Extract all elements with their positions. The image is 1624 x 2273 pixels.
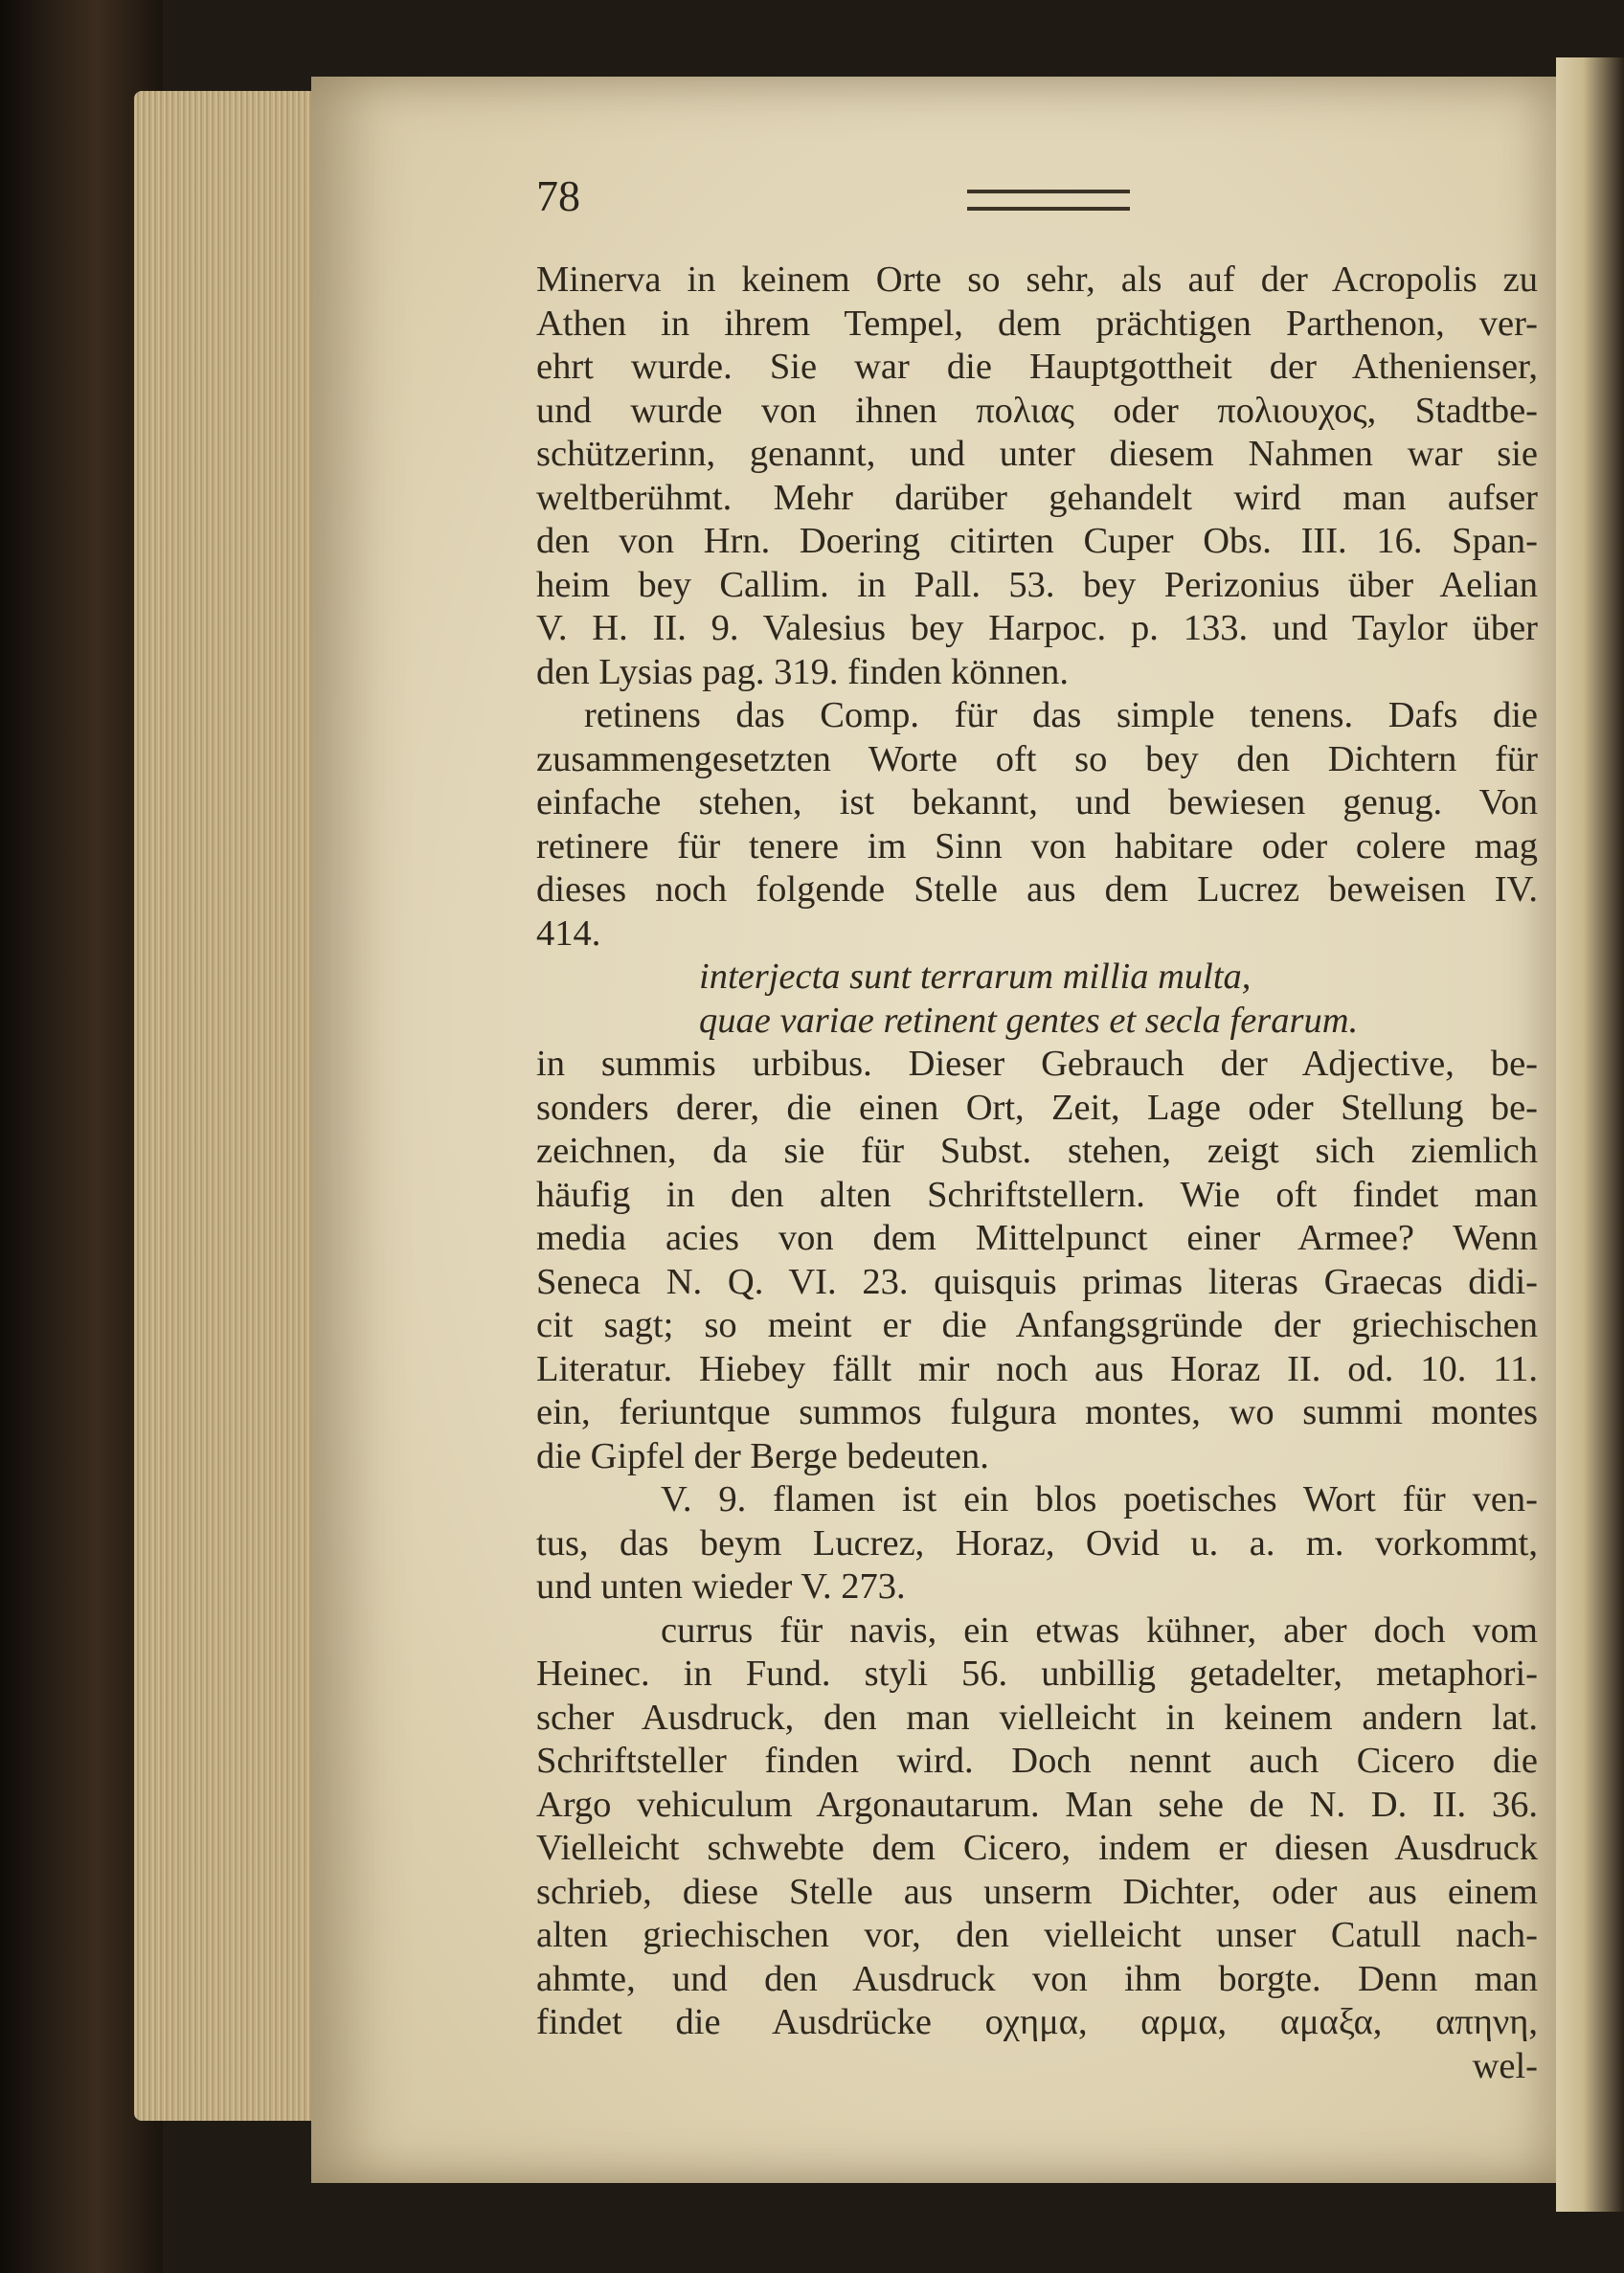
text-line: Argo vehiculum Argonautarum. Man sehe de N. D. II. 36. bbox=[536, 1784, 1538, 1825]
text-line: media acies von dem Mittelpunct einer Armee? Wenn bbox=[536, 1218, 1538, 1258]
text-line: dieses noch folgende Stelle aus dem Lucrez beweisen IV. bbox=[536, 869, 1538, 910]
text-line: ahmte, und den Ausdruck von ihm borgte. Denn man bbox=[536, 1958, 1538, 1999]
header-rule bbox=[967, 190, 1130, 211]
text-line: in summis urbibus. Dieser Gebrauch der Adjective, be- bbox=[536, 1044, 1538, 1084]
text-line: heim bey Callim. in Pall. 53. bey Perizonius über Aelian bbox=[536, 564, 1538, 605]
text-line: retinere für tenere im Sinn von habitare oder colere mag bbox=[536, 825, 1538, 866]
text-line: scher Ausdruck, den man vielleicht in keinem andern lat. bbox=[536, 1697, 1538, 1738]
text-line: ein, feriuntque summos fulgura montes, wo summi montes bbox=[536, 1392, 1538, 1432]
text-line: und unten wieder V. 273. bbox=[536, 1566, 906, 1607]
text-line: Schriftsteller finden wird. Doch nennt auch Cicero die bbox=[536, 1741, 1538, 1781]
text-line: Literatur. Hiebey fällt mir noch aus Horaz II. od. 10. 11. bbox=[536, 1348, 1538, 1389]
text-line: 414. bbox=[536, 912, 601, 954]
page-text bbox=[536, 259, 1538, 2088]
text-line: V. H. II. 9. Valesius bey Harpoc. p. 133. und Taylor über bbox=[536, 608, 1538, 648]
text-line: schrieb, diese Stelle aus unserm Dichter, oder aus einem bbox=[536, 1871, 1538, 1912]
catchword: wel- bbox=[1472, 2045, 1538, 2086]
verse-line: quae variae retinent gentes et secla ferarum. bbox=[699, 1000, 1359, 1041]
text-line: ehrt wurde. Sie war die Hauptgottheit der Athenienser, bbox=[536, 347, 1538, 387]
text-line: die Gipfel der Berge bedeuten. bbox=[536, 1435, 989, 1476]
text-line: alten griechischen vor, den vielleicht unser Catull nach- bbox=[536, 1915, 1538, 1955]
text-line: tus, das beym Lucrez, Horaz, Ovid u. a. m. vorkommt, bbox=[536, 1522, 1538, 1564]
text-line: und wurde von ihnen πολιας oder πολιουχος, Stadtbe- bbox=[536, 390, 1538, 431]
text-line: Minerva in keinem Orte so sehr, als auf der Acropolis zu bbox=[536, 259, 1538, 300]
page-number: 78 bbox=[536, 171, 580, 220]
text-line: Athen in ihrem Tempel, dem prächtigen Parthenon, ver- bbox=[536, 303, 1538, 344]
text-line: einfache stehen, ist bekannt, und bewiesen genug. Von bbox=[536, 782, 1538, 822]
text-line: Seneca N. Q. VI. 23. quisquis primas literas Graecas didi- bbox=[536, 1261, 1538, 1302]
text-line: Vielleicht schwebte dem Cicero, indem er diesen Ausdruck bbox=[536, 1828, 1538, 1868]
text-line: retinens das Comp. für das simple tenens. Dafs die bbox=[584, 695, 1538, 735]
text-line: den Lysias pag. 319. finden können. bbox=[536, 651, 1070, 692]
facing-page-edge bbox=[1556, 57, 1624, 2212]
text-line: den von Hrn. Doering citirten Cuper Obs. III. 16. Span- bbox=[536, 521, 1538, 561]
text-line: weltberühmt. Mehr darüber gehandelt wird man aufser bbox=[536, 477, 1538, 518]
page-edges bbox=[134, 91, 330, 2121]
verse-line: interjecta sunt terrarum millia multa, bbox=[699, 956, 1252, 997]
text-line: sonders derer, die einen Ort, Zeit, Lage oder Stellung be- bbox=[536, 1087, 1538, 1128]
text-line: zeichnen, da sie für Subst. stehen, zeigt sich ziemlich bbox=[536, 1131, 1538, 1171]
text-line: V. 9. flamen ist ein blos poetisches Wort für ven- bbox=[661, 1479, 1538, 1519]
text-line: Heinec. in Fund. styli 56. unbillig getadelter, metaphori- bbox=[536, 1654, 1538, 1694]
text-line: schützerinn, genannt, und unter diesem Nahmen war sie bbox=[536, 434, 1538, 474]
text-line: cit sagt; so meint er die Anfangsgründe der griechischen bbox=[536, 1305, 1538, 1345]
text-line: currus für navis, ein etwas kühner, aber doch vom bbox=[661, 1609, 1538, 1651]
text-line: zusammengesetzten Worte oft so bey den Dichtern für bbox=[536, 738, 1538, 779]
text-line: häufig in den alten Schriftstellern. Wie oft findet man bbox=[536, 1174, 1538, 1215]
text-line: findet die Ausdrücke οχημα, αρμα, αμαξα, απηνη, bbox=[536, 2002, 1538, 2042]
